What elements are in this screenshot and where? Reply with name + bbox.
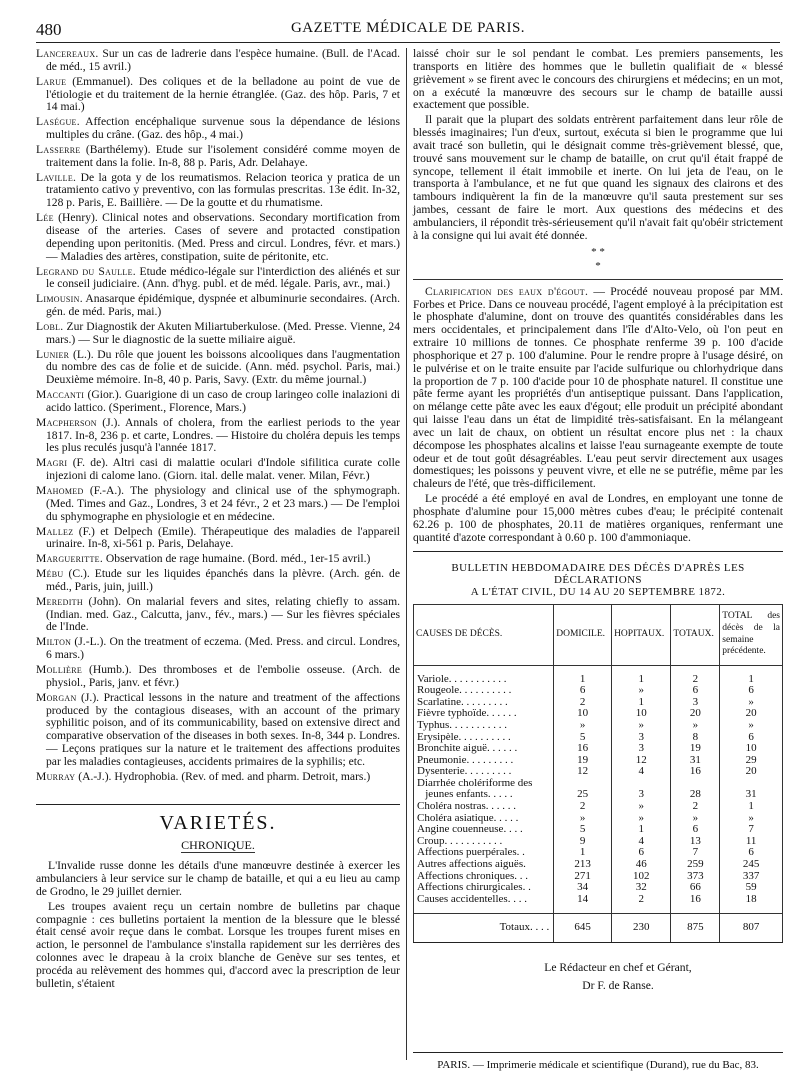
- cell-prev: 20: [720, 708, 783, 720]
- cell-totaux: 66: [671, 882, 720, 894]
- cell-hopitaux: 1: [612, 697, 671, 709]
- cell-prev: »: [720, 813, 783, 825]
- bibliography-entry: [36, 692, 400, 769]
- varietes-heading: VARIETÉS.: [36, 804, 400, 830]
- entry-author: Murray: [36, 769, 76, 783]
- cell-domicile: 1: [554, 847, 612, 859]
- signature-line-2: Dr F. de Ranse.: [582, 979, 654, 992]
- cell-domicile: 271: [554, 871, 612, 883]
- printer-footer: PARIS. — Imprimerie médicale et scientifique (Durand), rue du Bac, 83.: [413, 1052, 783, 1071]
- bibliography-entry: [36, 457, 400, 483]
- entry-author: Limousin.: [36, 292, 83, 306]
- entry-text: (F.-A.). The physiology and clinical use of the sphymograph. (Med. Times and Gaz., Londres, 3 et 24 févr., 2 et 23 mars.) — De l'emploi du sphymographe en physiologie et en médecine.: [46, 484, 400, 523]
- bulletin-title: [413, 562, 783, 598]
- deaths-table: [413, 604, 783, 943]
- table-row: [414, 685, 783, 697]
- bibliography-entry: [36, 76, 400, 115]
- cell-hopitaux: 3: [612, 732, 671, 744]
- cell-prev: 11: [720, 836, 783, 848]
- cell-cause: Scarlatine. . . . . . . . .: [414, 697, 554, 709]
- cell-cause: Dysenterie. . . . . . . . .: [414, 766, 554, 778]
- bibliography-entry: [36, 48, 400, 74]
- total-hopitaux: 230: [612, 914, 671, 943]
- cell-cause: Pneumonie. . . . . . . . .: [414, 755, 554, 767]
- entry-text: Sur un cas de ladrerie dans l'espèce humaine. (Bull. de l'Acad. de méd., 15 avril.): [46, 47, 400, 73]
- bibliography-entry: [36, 266, 400, 292]
- cell-domicile: 19: [554, 755, 612, 767]
- cell-cause: Choléra asiatique. . . . .: [414, 813, 554, 825]
- cell-totaux: 16: [671, 894, 720, 914]
- cell-cause: Affections puerpérales. .: [414, 847, 554, 859]
- header-cause: CAUSES DE DÉCÈS.: [414, 604, 554, 665]
- cell-hopitaux: 10: [612, 708, 671, 720]
- bulletin-rule: [413, 551, 783, 552]
- cell-hopitaux: »: [612, 813, 671, 825]
- page-number: 480: [36, 20, 62, 39]
- chronique-continued: laissé choir sur le sol pendant le combat. Les premiers pansements, les transports en litière des hommes que le bulletin qualifiait de « blessé grièvement » se firent avec le concours des chirurgiens et médecins; en un mot, on a exécuté la manœuvre des secours sur le champ de bataille aussi exactement que possible.: [413, 47, 783, 112]
- cell-prev: 7: [720, 824, 783, 836]
- total-domicile: 645: [554, 914, 612, 943]
- column-divider: [406, 48, 407, 1060]
- cell-prev: 10: [720, 743, 783, 755]
- entry-author: Legrand du Saulle.: [36, 264, 136, 278]
- cell-domicile: 16: [554, 743, 612, 755]
- bibliography-entry: [36, 771, 400, 784]
- entry-author: Laségue.: [36, 115, 80, 129]
- cell-totaux: 373: [671, 871, 720, 883]
- entry-text: Zur Diagnostik der Akuten Miliartuberkulose. (Med. Presse. Vienne, 24 mars.) — Sur le diagnostic de la suette miliaire aiguë.: [46, 319, 400, 346]
- section-rule: [413, 279, 783, 280]
- cell-prev: 6: [720, 732, 783, 744]
- cell-hopitaux: 102: [612, 871, 671, 883]
- cell-prev: 18: [720, 894, 783, 914]
- entry-text: (A.-J.). Hydrophobia. (Rev. of med. and pharm. Detroit, mars.): [75, 769, 371, 783]
- cell-hopitaux: »: [612, 720, 671, 732]
- signature-line-1: Le Rédacteur en chef et Gérant,: [544, 961, 692, 974]
- journal-title: GAZETTE MÉDICALE DE PARIS.: [290, 20, 526, 36]
- cell-domicile: 10: [554, 708, 612, 720]
- entry-author: Laville.: [36, 170, 77, 184]
- total-prev: 807: [720, 914, 783, 943]
- cell-domicile: 9: [554, 836, 612, 848]
- cell-totaux: 259: [671, 859, 720, 871]
- table-row: [414, 720, 783, 732]
- entry-author: Lasserre: [36, 142, 81, 156]
- cell-totaux: 8: [671, 732, 720, 744]
- bibliography-entry: [36, 664, 400, 690]
- clarification-title: Clarification des eaux d'égout.: [425, 284, 589, 298]
- cell-hopitaux: »: [612, 685, 671, 697]
- entry-text: (C.). Etude sur les liquides épanchés dans la plèvre. (Arch. gén. de méd., Paris, juin, juill.): [46, 567, 400, 593]
- cell-totaux: 2: [671, 801, 720, 813]
- cell-prev: 6: [720, 685, 783, 697]
- entry-text: (J.-L.). On the treatment of eczema. (Med. Press. and circul. Londres, 6 mars.): [46, 635, 400, 662]
- bibliography-entry: [36, 526, 400, 552]
- entry-text: Anasarque épidémique, dyspnée et albuminurie secondaires. (Arch. gén. de méd. Paris, mai.): [46, 292, 400, 319]
- cell-totaux: 28: [671, 789, 720, 801]
- entry-author: Maccanti: [36, 388, 85, 402]
- entry-author: Lancereaux.: [36, 47, 99, 60]
- cell-cause: jeunes enfants. . . . .: [414, 789, 554, 801]
- entry-author: Margueritte.: [36, 552, 104, 566]
- cell-hopitaux: »: [612, 801, 671, 813]
- cell-totaux: 20: [671, 708, 720, 720]
- cell-totaux: 7: [671, 847, 720, 859]
- entry-author: Magri: [36, 456, 68, 470]
- deaths-table-header: [414, 604, 783, 665]
- entry-text: (L.). Du rôle que jouent les boissons alcooliques dans l'augmentation du nombre des cas de folie et de suicide. (Ann. méd. psychol. Paris, mai.) Deuxième mémoire. In-8, 40 p. Paris, Savy. (Extr. du même journal.): [46, 347, 400, 387]
- page-header: [36, 16, 780, 43]
- cell-hopitaux: 3: [612, 743, 671, 755]
- cell-domicile: 6: [554, 685, 612, 697]
- cell-domicile: 12: [554, 766, 612, 778]
- cell-domicile: »: [554, 720, 612, 732]
- table-row: [414, 859, 783, 871]
- entry-text: (Barthélemy). Etude sur l'isolement considéré comme moyen de traitement dans la folie. In-8, 88 p. Paris, Adr. Delahaye.: [46, 142, 400, 169]
- cell-hopitaux: 46: [612, 859, 671, 871]
- left-column: [36, 48, 400, 993]
- cell-prev: 31: [720, 789, 783, 801]
- cell-cause: Fièvre typhoïde. . . . . .: [414, 708, 554, 720]
- varietes-paragraph-2: Les troupes avaient reçu un certain nombre de bulletins par chaque compagnie : ces bulletins portaient la mention de la blessure que le blessé était censé avoir reçue dans le combat. Lorsque les troupes furent mises en action, le personnel de l'ambulance s'installa rapidement sur les derrières des colonnes avec le drapeau à la croix blanche de Genève sur ses tentes, et procéda au relèvement des hommes qui, d'accord avec la prescription de leur bulletin, s'étaient: [36, 899, 400, 990]
- table-total-row: [414, 914, 783, 943]
- cell-totaux: »: [671, 720, 720, 732]
- clarification-paragraph-2: Le procédé a été employé en aval de Londres, en employant une tonne de phosphate d'alumine pour 15,000 mètres cubes d'eau; le précipité contenait 62.26 p. 100 de phosphates, 20.11 de matières organiques, renfermant une quantité d'azote correspondant à 0.60 p. 100 d'ammoniaque.: [413, 492, 783, 544]
- cell-domicile: 5: [554, 732, 612, 744]
- entry-text: (J.). Practical lessons in the nature and treatment of the affections produced by the contagious diseases, with an account of the primary syphilitic poison, and of its communicability, based on extensive direct and comparative observation of the diseases in both sexes. In-8, 344 p. Londres. — Leçons pratiques sur la nature et le traitement des affections produites par les maladies contagieuses, accidents primaires de la syphilis; etc.: [46, 690, 400, 768]
- cell-hopitaux: 3: [612, 789, 671, 801]
- cell-totaux: 6: [671, 685, 720, 697]
- chronique-label: CHRONIQUE.: [181, 838, 255, 853]
- cell-cause: Variole. . . . . . . . . . .: [414, 665, 554, 685]
- right-column: [413, 48, 783, 995]
- cell-hopitaux: 2: [612, 894, 671, 914]
- entry-text: Etude médico-légale sur l'interdiction des aliénés et sur le conseil judiciaire. (Ann. d'hyg. publ. et de méd. légale. Paris, avr., mai.): [46, 264, 400, 291]
- entry-text: (John). On malarial fevers and sites, relating chiefly to assam. (Indian. med. Gaz., Calcutta, janv., fév., mars.) — Sur les fièvres spéciales de l'Inde.: [46, 594, 400, 634]
- cell-prev: 1: [720, 665, 783, 685]
- cell-totaux: 19: [671, 743, 720, 755]
- bibliography-entry: [36, 636, 400, 662]
- bibliography-entry: [36, 349, 400, 388]
- clarification-paragraph: [413, 286, 783, 492]
- entry-text: Affection encéphalique survenue sous la dépendance de lésions multiples du crâne. (Gaz. des hôp., 4 mai.): [46, 115, 400, 142]
- cell-cause: Bronchite aiguë. . . . . .: [414, 743, 554, 755]
- entry-text: (Gior.). Guarigione di un caso de croup laringeo colle inalazioni di acido lattico. (Speriment., Florence, Mars.): [46, 388, 400, 414]
- cell-hopitaux: 12: [612, 755, 671, 767]
- entry-text: De la gota y de los reumatismos. Relacion teorica y pratica de un tratamiento cativo y preventivo, con las formulas prescritas. 13e édit. In-32, 128 p. Paris, E. Baillière. — De la goutte et du rhumatisme.: [46, 170, 400, 210]
- cell-prev: 20: [720, 766, 783, 778]
- entry-author: Meredith: [36, 594, 83, 608]
- bibliography-entry: [36, 172, 400, 211]
- table-row: [414, 801, 783, 813]
- varietes-paragraph-1: L'Invalide russe donne les détails d'une manœuvre destinée à exercer les ambulanciers à leur service sur le champ de bataille, et qui a eu lieu au camp de Grodno, le 29 juillet dernier.: [36, 859, 400, 898]
- header-hopitaux: HOPITAUX.: [612, 604, 671, 665]
- entry-author: Mallez: [36, 524, 74, 538]
- bibliography-entry: [36, 116, 400, 142]
- cell-prev: 337: [720, 871, 783, 883]
- entry-author: Mébu: [36, 567, 64, 581]
- table-row: [414, 665, 783, 685]
- entry-text: (Humb.). Des thromboses et de l'embolie osseuse. (Arch. de physiol., Paris, janv. et févr.): [46, 662, 400, 689]
- cell-domicile: 25: [554, 789, 612, 801]
- cell-cause: Angine couenneuse. . . .: [414, 824, 554, 836]
- cell-cause: Choléra nostras. . . . . .: [414, 801, 554, 813]
- cell-prev: 59: [720, 882, 783, 894]
- bibliography-entry: [36, 321, 400, 347]
- entry-text: (Henry). Clinical notes and observations. Secondary mortification from disease of the arteries. Cases of severe and protacted constipation depending upon peritonitis. (Med. Press and circul. Londres, févr. et mars.) — Maladies des artères, constipation, suite de péritonite, etc.: [46, 211, 400, 263]
- bibliography-list: [36, 48, 400, 784]
- total-cause: Totaux. . . .: [414, 914, 554, 943]
- bibliography-entry: [36, 212, 400, 263]
- cell-prev: 1: [720, 801, 783, 813]
- cell-domicile: »: [554, 813, 612, 825]
- cell-hopitaux: 4: [612, 766, 671, 778]
- cell-domicile: 1: [554, 665, 612, 685]
- clarification-text: — Procédé nouveau proposé par MM. Forbes et Price. Dans ce nouveau procédé, l'agent employé à la précipitation est le phosphate d'alumine, dont on trouve des quantités considérables dans les mers occidentales, et principalement dans l'île d'Alto-Velo, où l'on peut en extraire 10 millions de tonnes. Ce phosphate renferme 39 p. 100 d'acide phosphorique et 27 p. 100 d'alumine. Pour le rendre propre à l'usage désiré, on le pulvérise et on le traite ensuite par l'acide sulfurique ou chlorhydrique dans la proportion de 7 p. 100 d'acide pour 10 de phosphate naturel. Il constitue une pâte ferme ayant les propriétés d'un antiseptique puissant. Dans l'application, on mélange cette pâte avec les eaux d'égout; elle produit un précipité abondant qui laisse l'eau dans un état de limpidité très-satisfaisant. En la mélangeant avec un lait de chaux, on obtient un résultat encore plus net : la chaux décompose les phosphates alcalins et laisse l'eau surnageante exempte de toute odeur et de tout goût désagréables. L'eau peut servir directement aux usages domestiques; les poissons y peuvent vivre, et elle ne se putréfie, même par les chaleurs de l'été, que très-difficilement.: [413, 284, 783, 491]
- cell-totaux: 6: [671, 824, 720, 836]
- cell-hopitaux: 1: [612, 665, 671, 685]
- cell-totaux: 31: [671, 755, 720, 767]
- cell-hopitaux: 32: [612, 882, 671, 894]
- chronique-heading: [36, 839, 400, 852]
- cell-cause: Affections chroniques. . .: [414, 871, 554, 883]
- cell-prev: 245: [720, 859, 783, 871]
- cell-hopitaux: 4: [612, 836, 671, 848]
- entry-text: (F. de). Altri casi di malattie oculari d'Indole sifilitica curate colle injezioni di calome lano. (Giorn. ital. delle malat. vener. Milan, Févr.): [46, 456, 400, 483]
- cell-domicile: 2: [554, 801, 612, 813]
- entry-text: (J.). Annals of cholera, from the earliest periods to the year 1817. In-8, 236 p. et carte, Londres. — Histoire du choléra depuis les temps les plus reculés jusqu'à l'année 1817.: [46, 415, 400, 455]
- cell-cause: Autres affections aiguës.: [414, 859, 554, 871]
- cell-cause: Affections chirurgicales. .: [414, 882, 554, 894]
- entry-author: Mollière: [36, 662, 83, 676]
- entry-author: Milton: [36, 635, 72, 649]
- entry-text: (Emmanuel). Des coliques et de la belladone au point de vue de l'étiologie et du traitement de la hernie étranglée. (Gaz. des hôp. Paris, 7 et 14 mai.): [46, 74, 400, 114]
- bibliography-entry: [36, 553, 400, 566]
- entry-text: Observation de rage humaine. (Bord. méd., 1er-15 avril.): [103, 552, 371, 566]
- table-row: [414, 894, 783, 914]
- cell-prev: »: [720, 697, 783, 709]
- cell-cause: Diarrhée cholériforme des: [414, 778, 554, 790]
- cell-prev: 29: [720, 755, 783, 767]
- cell-prev: 6: [720, 847, 783, 859]
- cell-domicile: 213: [554, 859, 612, 871]
- cell-totaux: 16: [671, 766, 720, 778]
- cell-hopitaux: 1: [612, 824, 671, 836]
- entry-author: Larue: [36, 74, 67, 88]
- entry-text: (F.) et Delpech (Emile). Thérapeutique des maladies de l'appareil urinaire. In-8, xi-561 p. Paris, Delahaye.: [46, 524, 400, 551]
- bibliography-entry: [36, 293, 400, 319]
- total-totaux: 875: [671, 914, 720, 943]
- cell-cause: Rougeole. . . . . . . . . .: [414, 685, 554, 697]
- bulletin-title-line-2: A L'ÉTAT CIVIL, DU 14 AU 20 SEPTEMBRE 1872.: [470, 585, 726, 598]
- entry-author: Lobl.: [36, 319, 64, 333]
- cell-totaux: 3: [671, 697, 720, 709]
- entry-author: Lée: [36, 211, 54, 225]
- entry-author: Morgan: [36, 690, 77, 704]
- header-previous-week: TOTAL des décès de la semaine précédente.: [720, 604, 783, 665]
- bibliography-entry: [36, 389, 400, 415]
- entry-author: Mahomed: [36, 484, 84, 497]
- bibliography-entry: [36, 417, 400, 456]
- bulletin-title-line-1: BULLETIN HEBDOMADAIRE DES DÉCÈS D'APRÈS LES DÉCLARATIONS: [451, 561, 745, 586]
- bibliography-entry: [36, 485, 400, 524]
- cell-domicile: 5: [554, 824, 612, 836]
- cell-domicile: 14: [554, 894, 612, 914]
- cell-cause: Croup. . . . . . . . . . .: [414, 836, 554, 848]
- cell-domicile: 2: [554, 697, 612, 709]
- cell-totaux: 2: [671, 665, 720, 685]
- cell-domicile: 34: [554, 882, 612, 894]
- deaths-table-body: [414, 665, 783, 942]
- cell-prev: »: [720, 720, 783, 732]
- bibliography-entry: [36, 568, 400, 594]
- header-totaux: TOTAUX.: [671, 604, 720, 665]
- cell-cause: Erysipèle. . . . . . . . . .: [414, 732, 554, 744]
- section-stars: * * *: [591, 245, 605, 272]
- cell-totaux: »: [671, 813, 720, 825]
- cell-cause: Causes accidentelles. . . .: [414, 894, 554, 914]
- bibliography-entry: [36, 596, 400, 635]
- entry-author: Macpherson: [36, 415, 97, 429]
- cell-hopitaux: 6: [612, 847, 671, 859]
- bibliography-entry: [36, 144, 400, 170]
- cell-cause: Typhus. . . . . . . . . . .: [414, 720, 554, 732]
- entry-author: Lunier: [36, 347, 70, 361]
- cell-totaux: 13: [671, 836, 720, 848]
- chronique-paragraph-2: Il parait que la plupart des soldats entrèrent parfaitement dans leur rôle de blessés imaginaires; l'un d'eux, surtout, exécuta si bien le programme que lui avait tracé son bulletin, qui le désignait comme très-grièvement blessé, que, trouvé sans mouvement sur le champ de bataille, on crut qu'il était frappé de syncope, tellement il était immobile et inerte. On lui jeta de l'eau, on le transporta à l'ambulance, et ne fut que quand les signaux des clairons et des tambours indiquèrent la fin de la manœuvre qu'il sauta prestement sur ses jambes, cessant de faire le mort. Aux questions des médecins et des ambulanciers, il répondit très-sérieusement qu'il n'avait fait qu'obéir strictement à la consigne qui lui avait été donnée.: [413, 113, 783, 242]
- header-domicile: DOMICILE.: [554, 604, 612, 665]
- table-row: [414, 743, 783, 755]
- signature-block: [413, 959, 783, 995]
